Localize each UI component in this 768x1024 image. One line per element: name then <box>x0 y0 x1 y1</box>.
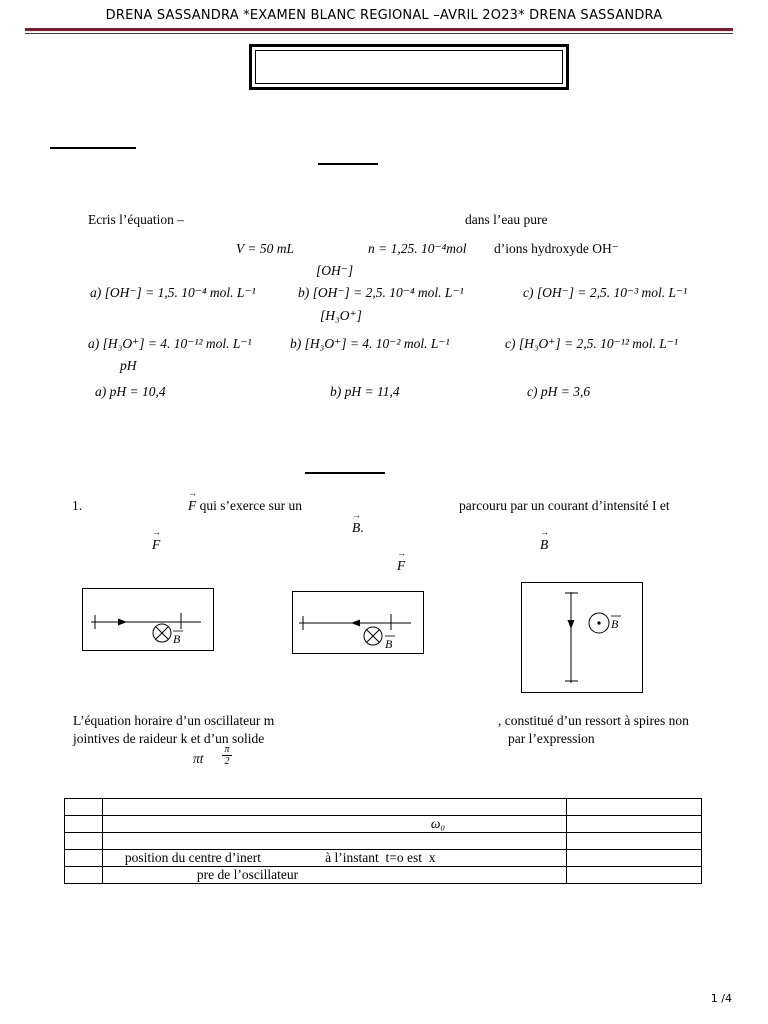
table-cell <box>65 816 103 833</box>
ph-label: pH <box>120 358 137 373</box>
table-row <box>65 850 702 867</box>
force-vector-label-2: → F <box>397 558 405 574</box>
table-cell <box>567 816 702 833</box>
table-cell <box>65 833 103 850</box>
table-cell <box>65 867 103 884</box>
current-arrow <box>118 619 127 626</box>
table-cell <box>65 799 103 816</box>
volume-value: V = 50 mL <box>236 241 294 256</box>
diagram-3 <box>521 582 643 693</box>
current-text: parcouru par un courant d’intensité I et <box>459 498 670 513</box>
section-heading-rule <box>50 147 136 149</box>
exercise-heading-rule <box>318 163 378 165</box>
conductor-diagram-1 <box>83 589 213 650</box>
conductor-diagram-2 <box>293 592 423 653</box>
oscillator-line2-end: par l’expression <box>508 731 595 746</box>
table-row <box>65 867 702 884</box>
table-cell <box>102 799 567 816</box>
table-cell: ω₀ <box>102 816 567 833</box>
table-row <box>65 799 702 816</box>
fig-label-force <box>152 537 160 553</box>
table-cell: pre de l’oscillateur <box>102 867 567 884</box>
exam-header: DRENA SASSANDRA *EXAMEN BLANC REGIONAL –AVRIL 2O23* DRENA SASSANDRA <box>105 8 663 23</box>
oscillator-line1-start: L’équation horaire d’un oscillateur m <box>73 713 275 728</box>
field-suffix: . <box>360 520 364 535</box>
ph-option-a: a) pH = 10,4 <box>95 384 166 399</box>
h3o-option-c: c) [H₃O⁺] = 2,5. 10⁻¹² mol. L⁻¹ <box>505 336 678 351</box>
pi-over-two <box>222 744 232 767</box>
oh-option-c: c) [OH⁻] = 2,5. 10⁻³ mol. L⁻¹ <box>523 285 688 300</box>
answer-table <box>64 798 702 884</box>
table-row <box>65 816 702 833</box>
oh-option-b: b) [OH⁻] = 2,5. 10⁻⁴ mol. L⁻¹ <box>298 285 464 300</box>
oscillator-line1-end: , constitué d’un ressort à spires non <box>498 713 689 728</box>
h3o-label: [H₃O⁺] <box>320 308 362 323</box>
hydroxide-text: d’ions hydroxyde OH⁻ <box>494 241 619 256</box>
item-number: 1. <box>72 498 83 513</box>
field-vector-label: → B <box>540 537 548 553</box>
instruction-text: Ecris l’équation – <box>88 212 184 227</box>
table-cell <box>567 799 702 816</box>
oh-option-a: a) [OH⁻] = 1,5. 10⁻⁴ mol. L⁻¹ <box>90 285 256 300</box>
exercise2-heading-rule <box>305 472 385 474</box>
diagram-2 <box>292 591 424 654</box>
current-arrow <box>351 620 360 627</box>
table-row <box>65 833 702 850</box>
table-cell <box>567 867 702 884</box>
header-rule-thick <box>25 28 733 31</box>
fraction-denominator: 2 <box>222 755 232 767</box>
table-cell <box>567 850 702 867</box>
conductor-diagram-3 <box>522 583 642 692</box>
page-number: 1 /4 <box>710 992 732 1005</box>
quantity-value: n = 1,25. 10⁻⁴mol <box>368 241 467 256</box>
fraction-numerator: π <box>224 744 230 755</box>
oh-label: [OH⁻] <box>316 263 354 278</box>
pi-t: πt <box>193 751 204 766</box>
field-vector: → B <box>352 520 360 536</box>
diagram-1 <box>82 588 214 651</box>
force-sentence <box>188 498 302 514</box>
h3o-option-b: b) [H₃O⁺] = 4. 10⁻² mol. L⁻¹ <box>290 336 450 351</box>
field-label-2: B <box>385 637 393 651</box>
ph-option-c: c) pH = 3,6 <box>527 384 591 399</box>
force-vector: → F <box>188 498 196 514</box>
h3o-option-a: a) [H₃O⁺] = 4. 10⁻¹² mol. L⁻¹ <box>88 336 252 351</box>
field-label-1: B <box>173 632 181 646</box>
table-cell <box>102 833 567 850</box>
fig-label-field <box>540 537 548 553</box>
table-cell <box>567 833 702 850</box>
field-dot <box>597 621 600 624</box>
header-rule-thin <box>25 33 733 34</box>
table-cell: position du centre d’inert à l’instant t=o est x <box>102 850 567 867</box>
table-cell <box>65 850 103 867</box>
instruction-text-end: dans l’eau pure <box>465 212 548 227</box>
fig-label-force-2 <box>397 558 405 574</box>
current-arrow <box>568 620 575 629</box>
oscillator-line2-start: jointives de raideur k et d’un solide <box>73 731 265 746</box>
force-sentence-text: qui s’exerce sur un <box>199 498 302 513</box>
field-label-3: B <box>611 617 619 631</box>
ph-option-b: b) pH = 11,4 <box>330 384 400 399</box>
field-sentence <box>352 520 364 536</box>
force-vector-label: → F <box>152 537 160 553</box>
title-box <box>249 44 569 90</box>
